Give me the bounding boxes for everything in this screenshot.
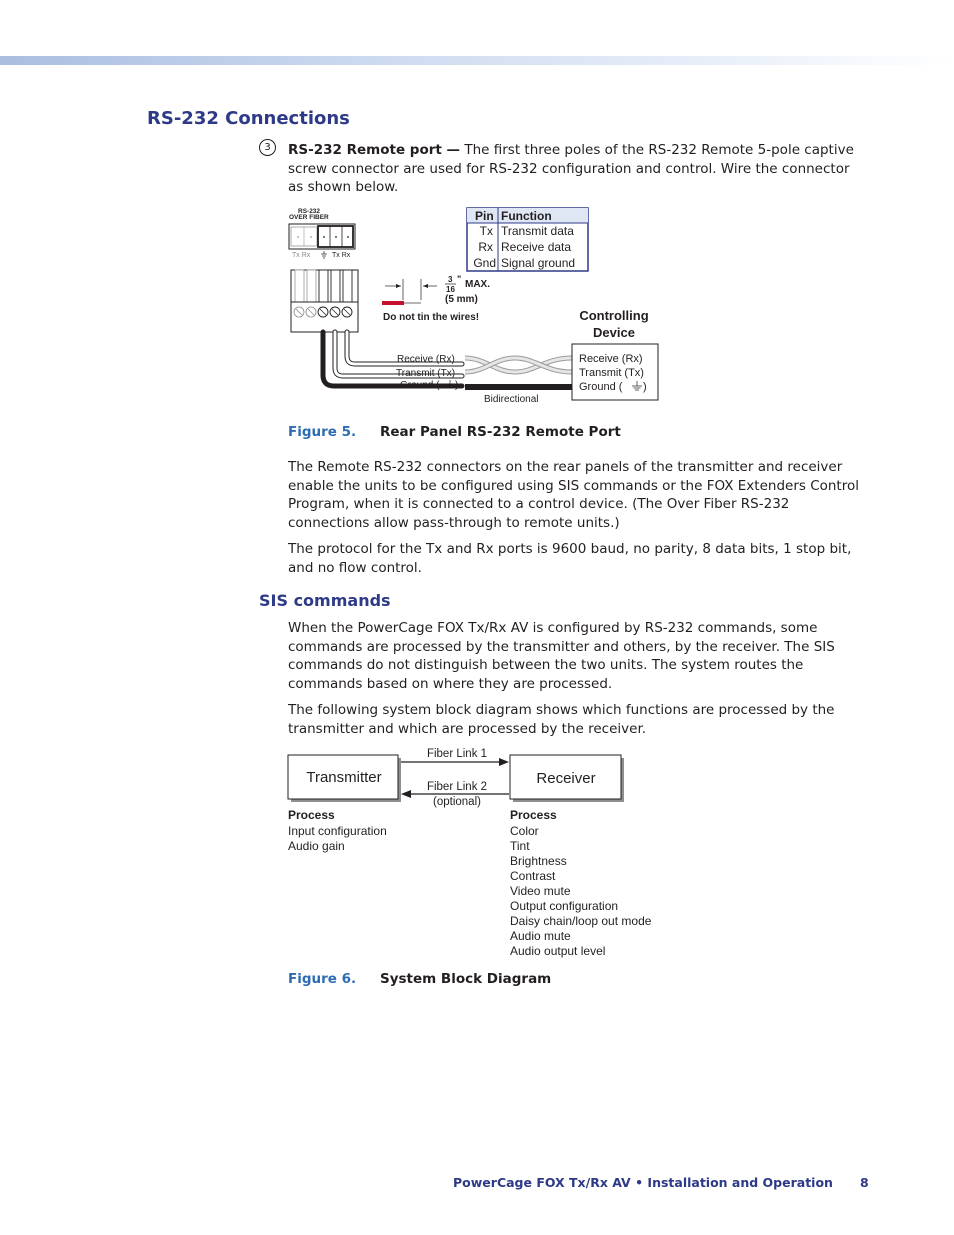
sis-paragraph-1: When the PowerCage FOX Tx/Rx AV is configured by RS-232 commands, some commands are processed by the transmitter and others, by the receiver. The SIS commands do not distinguish between the two units. The system routes the commands based on where they are processed. — [288, 620, 835, 692]
connector-label-bottom: OVER FIBER — [289, 214, 329, 221]
table-header-pin: Pin — [475, 209, 494, 223]
rx-process-item: Audio output level — [510, 944, 606, 958]
body-paragraph-2: The protocol for the Tx and Rx ports is 9600 baud, no parity, 8 data bits, 1 stop bit, and no flow control. — [288, 541, 852, 576]
rx-process-item: Output configuration — [510, 899, 619, 913]
bidirectional-label: Bidirectional — [484, 394, 539, 405]
system-block-diagram — [0, 740, 954, 970]
port-label-right: Tx Rx — [332, 252, 351, 259]
strip-max-label: MAX. — [465, 279, 490, 290]
figure6-title: System Block Diagram — [380, 971, 552, 987]
rx-process-heading: Process — [510, 808, 557, 822]
device-label-transmit: Transmit (Tx) — [579, 367, 644, 379]
port-label-left: Tx Rx — [292, 252, 311, 259]
receiver-label: Receiver — [536, 770, 596, 787]
table-cell-pin-tx: Tx — [479, 224, 493, 238]
fiber-link-2-label: Fiber Link 2 — [426, 781, 488, 793]
body-paragraph-1: The Remote RS-232 connectors on the rear panels of the transmitter and receiver enable the units to be configured using SIS commands or the FOX Extenders Control Program, when it is connected to a control device. (The Over Fiber RS-232 connections allow pass-through to remote units.) — [288, 459, 859, 531]
footer-title: PowerCage FOX Tx/Rx AV • Installation and Operation — [453, 1175, 833, 1190]
callout-number: 3 — [259, 139, 276, 156]
page-number: 8 — [860, 1175, 869, 1190]
sis-commands-title: SIS commands — [259, 591, 391, 610]
panel-connector — [289, 224, 355, 249]
transmitter-label: Transmitter — [306, 769, 382, 786]
fiber-link-1-label: Fiber Link 1 — [426, 748, 488, 760]
strip-inch-mark: " — [457, 274, 462, 284]
rx-process-item: Daisy chain/loop out mode — [510, 914, 652, 928]
pin-function-table — [467, 208, 588, 271]
device-label-ground: Ground ( — [579, 381, 623, 393]
table-header-function: Function — [501, 209, 552, 223]
controlling-device-line1: Controlling — [579, 308, 649, 323]
wire-label-transmit: Transmit (Tx) — [396, 368, 456, 379]
no-tin-warning: Do not tin the wires! — [383, 312, 480, 323]
figure5-title: Rear Panel RS-232 Remote Port — [380, 424, 621, 440]
tx-process-item: Input configuration — [288, 824, 387, 838]
rx-process-item: Color — [510, 824, 539, 838]
twisted-cable — [465, 358, 572, 390]
wire-label-ground: Ground ( — [400, 380, 440, 391]
strip-mm-label: (5 mm) — [445, 294, 478, 305]
sis-paragraph-2: The following system block diagram shows which functions are processed by the transmitter and which are processed by the receiver. — [288, 702, 835, 737]
rx-process-item: Audio mute — [510, 929, 571, 943]
ground-symbol-icon — [321, 251, 327, 258]
controlling-device-line2: Device — [593, 325, 635, 340]
tx-process-item: Audio gain — [288, 839, 345, 853]
rx-process-item: Brightness — [510, 854, 567, 868]
table-cell-pin-gnd: Gnd — [473, 256, 496, 270]
wire-label-ground-close: ) — [455, 380, 459, 391]
device-label-receive: Receive (Rx) — [579, 353, 643, 365]
strip-length-illustration — [382, 279, 437, 305]
strip-fraction-denominator: 16 — [446, 285, 455, 294]
remote-port-text: The first three poles of the RS-232 Remote 5-pole captive screw connector are used for RS-232 configuration and control. Wire the connector as shown below. — [288, 142, 854, 196]
section-title: RS-232 Connections — [147, 108, 350, 129]
tx-process-heading: Process — [288, 808, 335, 822]
device-label-ground-close: ) — [643, 381, 647, 393]
table-cell-function-gnd: Signal ground — [501, 256, 576, 270]
figure6-number: Figure 6. — [288, 971, 357, 987]
remote-port-lead: RS-232 Remote port — — [288, 142, 461, 158]
fiber-link-2-note: (optional) — [433, 796, 481, 808]
table-cell-function-rx: Receive data — [501, 240, 572, 254]
rx-process-item: Video mute — [510, 884, 571, 898]
rx-process-item: Tint — [510, 839, 530, 853]
rx-process-item: Contrast — [510, 869, 556, 883]
table-cell-pin-rx: Rx — [478, 240, 493, 254]
figure6-caption — [288, 971, 551, 987]
captive-screw-plug — [291, 270, 358, 332]
figure5-number: Figure 5. — [288, 424, 357, 440]
figure5-caption — [288, 424, 621, 440]
connector-label-top: RS-232 — [298, 208, 321, 215]
table-cell-function-tx: Transmit data — [501, 224, 574, 238]
wire-label-receive: Receive (Rx) — [397, 354, 455, 365]
rs232-wiring-diagram — [0, 0, 954, 430]
strip-fraction-numerator: 3 — [448, 275, 453, 284]
